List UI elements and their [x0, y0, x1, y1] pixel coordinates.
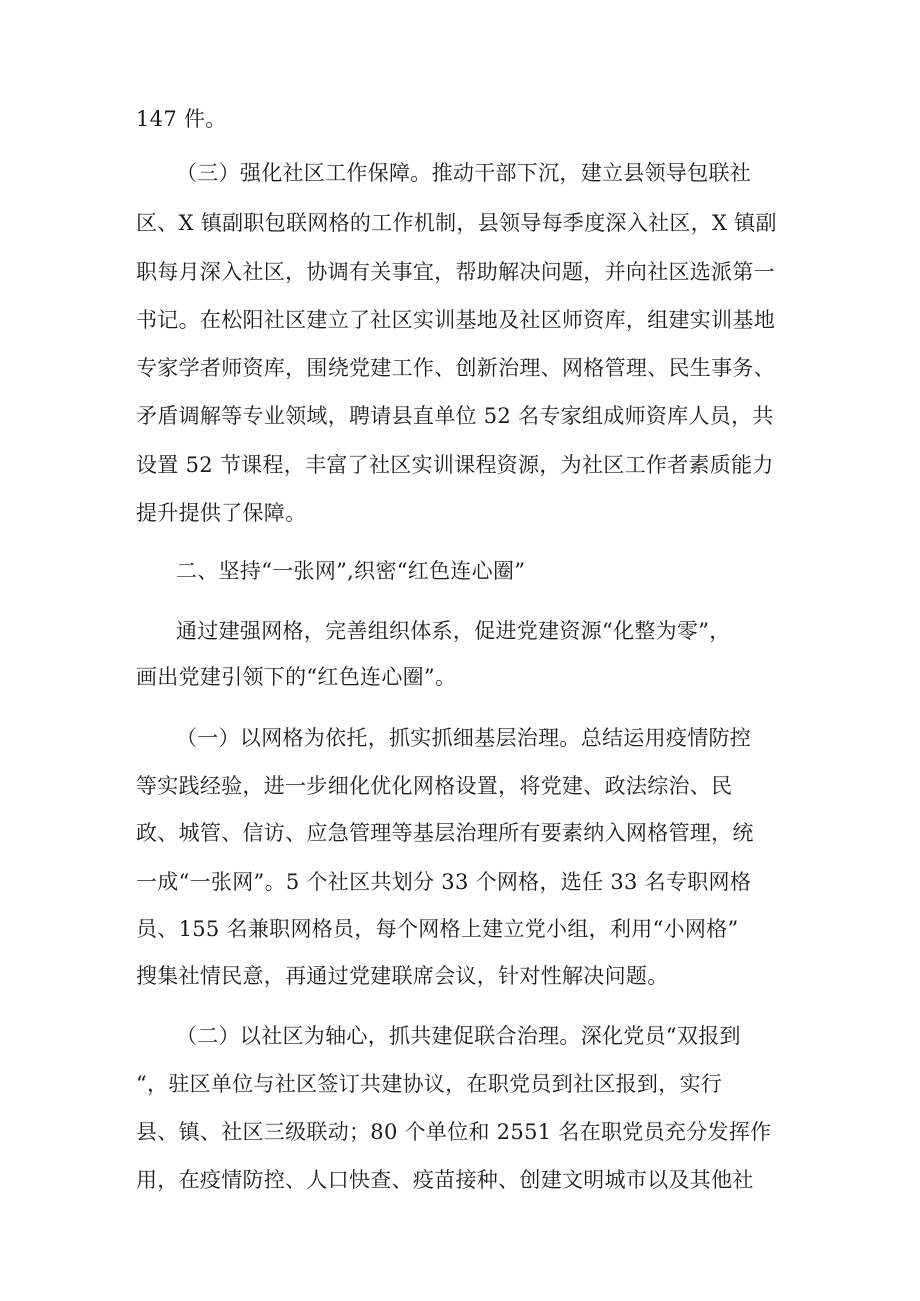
text-line: 区、X 镇副职包联网格的工作机制，县领导每季度深入社区，X 镇副	[136, 211, 777, 235]
text-line: 县、镇、社区三级联动；80 个单位和 2551 名在职党员充分发挥作	[136, 1120, 772, 1144]
text-line: 矛盾调解等专业领域，聘请县直单位 52 名专家组成师资库人员，共	[136, 404, 774, 428]
text-line: 一成“一张网”。5 个社区共划分 33 个网格，选任 33 名专职网格	[136, 870, 752, 894]
text-line: 设置 52 节课程，丰富了社区实训课程资源，为社区工作者素质能力	[136, 453, 774, 477]
text-line: （三）强化社区工作保障。推动干部下沉，建立县领导包联社	[176, 161, 752, 185]
text-line: 通过建强网格，完善组织体系，促进党建资源“化整为零”，	[176, 619, 731, 643]
text-line: （二）以社区为轴心，抓共建促联合治理。深化党员“双报到	[176, 1024, 741, 1048]
text-line: 提升提供了保障。	[136, 501, 307, 525]
section-heading: 二、坚持“一张网”,织密“红色连心圈”	[176, 559, 526, 583]
text-line: 政、城管、信访、应急管理等基层治理所有要素纳入网格管理，统	[136, 821, 754, 845]
text-line: 搜集社情民意，再通过党建联席会议，针对性解决问题。	[136, 964, 669, 988]
text-line: 员、155 名兼职网格员，每个网格上建立党小组，利用“小网格”	[136, 917, 739, 941]
text-line: 画出党建引领下的“红色连心圈”。	[136, 665, 457, 689]
text-line: 书记。在松阳社区建立了社区实训基地及社区师资库，组建实训基地	[136, 308, 775, 332]
text-line: （一）以网格为依托，抓实抓细基层治理。总结运用疫情防控	[176, 726, 752, 750]
text-line: “，驻区单位与社区签订共建协议，在职党员到社区报到，实行	[136, 1072, 723, 1096]
text-line: 等实践经验，进一步细化优化网格设置，将党建、政法综治、民	[136, 774, 733, 798]
text-line: 147 件。	[136, 107, 227, 131]
text-line: 专家学者师资库，围绕党建工作、创新治理、网格管理、民生事务、	[136, 356, 775, 380]
text-line: 用，在疫情防控、人口快查、疫苗接种、创建文明城市以及其他社	[136, 1168, 754, 1192]
text-line: 职每月深入社区，协调有关事宜，帮助解决问题，并向社区选派第一	[136, 260, 775, 284]
